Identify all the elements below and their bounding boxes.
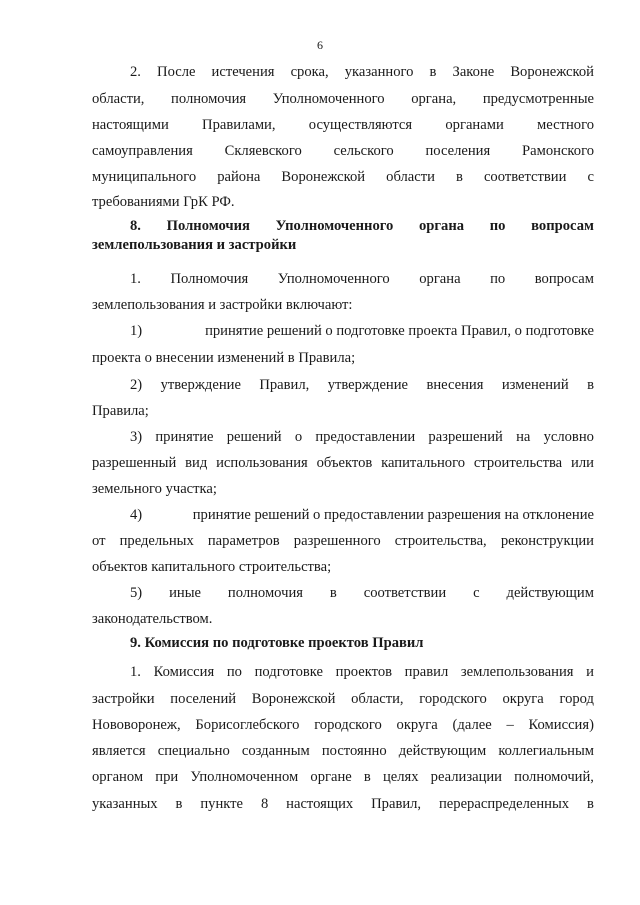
word: органа, xyxy=(411,91,457,107)
word: в xyxy=(175,796,183,812)
word: или xyxy=(571,455,594,471)
word: соответствии xyxy=(483,169,567,185)
word: разрешений xyxy=(428,429,503,445)
word: специально xyxy=(157,743,230,759)
word: реконструкции xyxy=(500,533,594,549)
word: использования xyxy=(216,455,308,471)
word: коллегиальным xyxy=(498,743,594,759)
word: 1. xyxy=(130,664,141,680)
word: объектов xyxy=(316,455,373,471)
text-line xyxy=(92,795,594,813)
word: указанного xyxy=(344,64,414,80)
word: поселений xyxy=(170,691,237,707)
word: является xyxy=(92,743,146,759)
text-line: земельного участка; xyxy=(92,481,217,497)
word: полномочий, xyxy=(514,769,594,785)
word: Законе xyxy=(452,64,495,80)
word: принятие xyxy=(155,429,214,445)
word: Борисоглебского xyxy=(195,717,300,733)
text-line xyxy=(92,90,594,108)
word: реализации xyxy=(430,769,502,785)
word: в xyxy=(429,64,437,80)
word: поселения xyxy=(425,143,491,159)
word: иные xyxy=(169,585,201,601)
word: Правилами, xyxy=(202,117,276,133)
text-line xyxy=(130,217,594,235)
word: условно xyxy=(543,429,594,445)
word: предельных xyxy=(119,533,194,549)
text-line: Правила; xyxy=(92,403,149,419)
text-line xyxy=(130,270,594,288)
word: органом xyxy=(92,769,144,785)
word: самоуправления xyxy=(92,143,193,159)
word: созданным xyxy=(241,743,310,759)
word: утверждение xyxy=(160,377,241,393)
word: органа xyxy=(419,218,465,234)
word: предусмотренные xyxy=(482,91,594,107)
word: вид xyxy=(185,455,208,471)
word: подготовке xyxy=(254,664,324,680)
word: 3) xyxy=(130,429,143,445)
word: Скляевского xyxy=(224,143,302,159)
word: 2) xyxy=(130,377,143,393)
word: вопросам xyxy=(534,271,594,287)
word: полномочия xyxy=(171,91,247,107)
word: параметров xyxy=(207,533,280,549)
word: (далее xyxy=(452,717,492,733)
text-line xyxy=(92,742,594,760)
text-line xyxy=(130,322,594,340)
word: Полномочия xyxy=(170,271,249,287)
word: Полномочия xyxy=(166,218,250,234)
word: принятие решений о предоставлении разрешения на отклонение xyxy=(192,507,594,523)
word: района xyxy=(217,169,261,185)
word: город xyxy=(559,691,594,707)
word: Комиссия) xyxy=(528,717,594,733)
text-line: законодательством. xyxy=(92,611,213,627)
word: постоянно xyxy=(321,743,387,759)
word: о xyxy=(294,429,303,445)
text-line xyxy=(130,584,594,602)
text-line xyxy=(92,690,594,708)
word: принятие решений о подготовке проекта Правил, о подготовке xyxy=(205,323,594,339)
word: целях xyxy=(382,769,419,785)
page-number: 6 xyxy=(317,38,323,52)
word: Уполномоченного xyxy=(275,218,394,234)
word: городского xyxy=(419,691,487,707)
word: 5) xyxy=(130,585,143,601)
word: органа xyxy=(419,271,461,287)
text-line xyxy=(92,142,594,160)
word: настоящими xyxy=(92,117,169,133)
word: предоставлении xyxy=(315,429,416,445)
word: решений xyxy=(226,429,282,445)
word: в xyxy=(363,769,371,785)
word: Правил, xyxy=(371,796,422,812)
text-line xyxy=(92,716,594,734)
word: Воронежской xyxy=(510,64,594,80)
word: с xyxy=(587,169,594,185)
word: Уполномоченном xyxy=(190,769,299,785)
text-line xyxy=(92,168,594,186)
word: землепользования xyxy=(460,664,574,680)
word: и xyxy=(586,664,594,680)
word: с xyxy=(473,585,480,601)
word: сельского xyxy=(333,143,394,159)
word: капитального xyxy=(381,455,466,471)
word: строительства xyxy=(473,455,563,471)
word: в xyxy=(587,377,594,393)
word: области, xyxy=(351,691,404,707)
word: разрешенный xyxy=(92,455,177,471)
word: перераспределенных xyxy=(439,796,570,812)
text-line: землепользования и застройки включают: xyxy=(92,297,353,313)
word: в xyxy=(329,585,337,601)
word: настоящих xyxy=(286,796,354,812)
word: соответствии xyxy=(363,585,447,601)
word: Воронежской xyxy=(281,169,366,185)
text-line: проекта о внесении изменений в Правила; xyxy=(92,350,356,366)
word: действующим xyxy=(398,743,487,759)
word: проектов xyxy=(335,664,393,680)
text-line xyxy=(130,63,594,81)
word: Правил, xyxy=(259,377,310,393)
word: срока, xyxy=(290,64,329,80)
word: органами xyxy=(445,117,504,133)
word: правил xyxy=(404,664,449,680)
word: Уполномоченного xyxy=(272,91,385,107)
word: После xyxy=(157,64,196,80)
word: в xyxy=(587,796,594,812)
text-line: требованиями ГрК РФ. xyxy=(92,194,235,210)
word: 8 xyxy=(260,796,269,812)
word: 8. xyxy=(130,218,141,234)
text-line xyxy=(130,663,594,681)
word: вопросам xyxy=(531,218,594,234)
text-line xyxy=(92,532,594,550)
word: области xyxy=(386,169,435,185)
word: разрешенного xyxy=(293,533,381,549)
word: на xyxy=(516,429,531,445)
word: Воронежской xyxy=(251,691,336,707)
word: Уполномоченного xyxy=(277,271,390,287)
word: внесения xyxy=(426,377,484,393)
text-line: 9. Комиссия по подготовке проектов Правил xyxy=(130,635,424,651)
word: осуществляются xyxy=(308,117,413,133)
word: истечения xyxy=(211,64,275,80)
word: округа xyxy=(396,717,438,733)
word: Рамонского xyxy=(522,143,594,159)
word: области, xyxy=(92,91,145,107)
text-line xyxy=(130,506,594,524)
text-line xyxy=(130,376,594,394)
word: местного xyxy=(537,117,594,133)
word: от xyxy=(92,533,106,549)
word: 1) xyxy=(130,323,143,339)
word: муниципального xyxy=(92,169,197,185)
text-line xyxy=(130,428,594,446)
word: полномочия xyxy=(227,585,303,601)
word: в xyxy=(455,169,463,185)
word: округа xyxy=(502,691,544,707)
word: 2. xyxy=(130,64,141,80)
word: 1. xyxy=(130,271,141,287)
word: городского xyxy=(314,717,382,733)
text-line xyxy=(92,116,594,134)
text-line xyxy=(92,768,594,786)
word: указанных xyxy=(92,796,158,812)
word: пункте xyxy=(200,796,244,812)
word: – xyxy=(506,717,514,733)
word: по xyxy=(489,218,506,234)
word: застройки xyxy=(92,691,155,707)
word: действующим xyxy=(506,585,594,601)
word: по xyxy=(490,271,506,287)
text-line xyxy=(92,454,594,472)
word: 4) xyxy=(130,507,143,523)
word: строительства, xyxy=(394,533,487,549)
word: утверждение xyxy=(327,377,409,393)
word: Нововоронеж, xyxy=(92,717,181,733)
word: при xyxy=(155,769,179,785)
word: по xyxy=(226,664,242,680)
text-line: землепользования и застройки xyxy=(92,237,297,253)
text-line: объектов капитального строительства; xyxy=(92,559,332,575)
word: изменений xyxy=(501,377,569,393)
word: Комиссия xyxy=(153,664,215,680)
word: органе xyxy=(310,769,352,785)
